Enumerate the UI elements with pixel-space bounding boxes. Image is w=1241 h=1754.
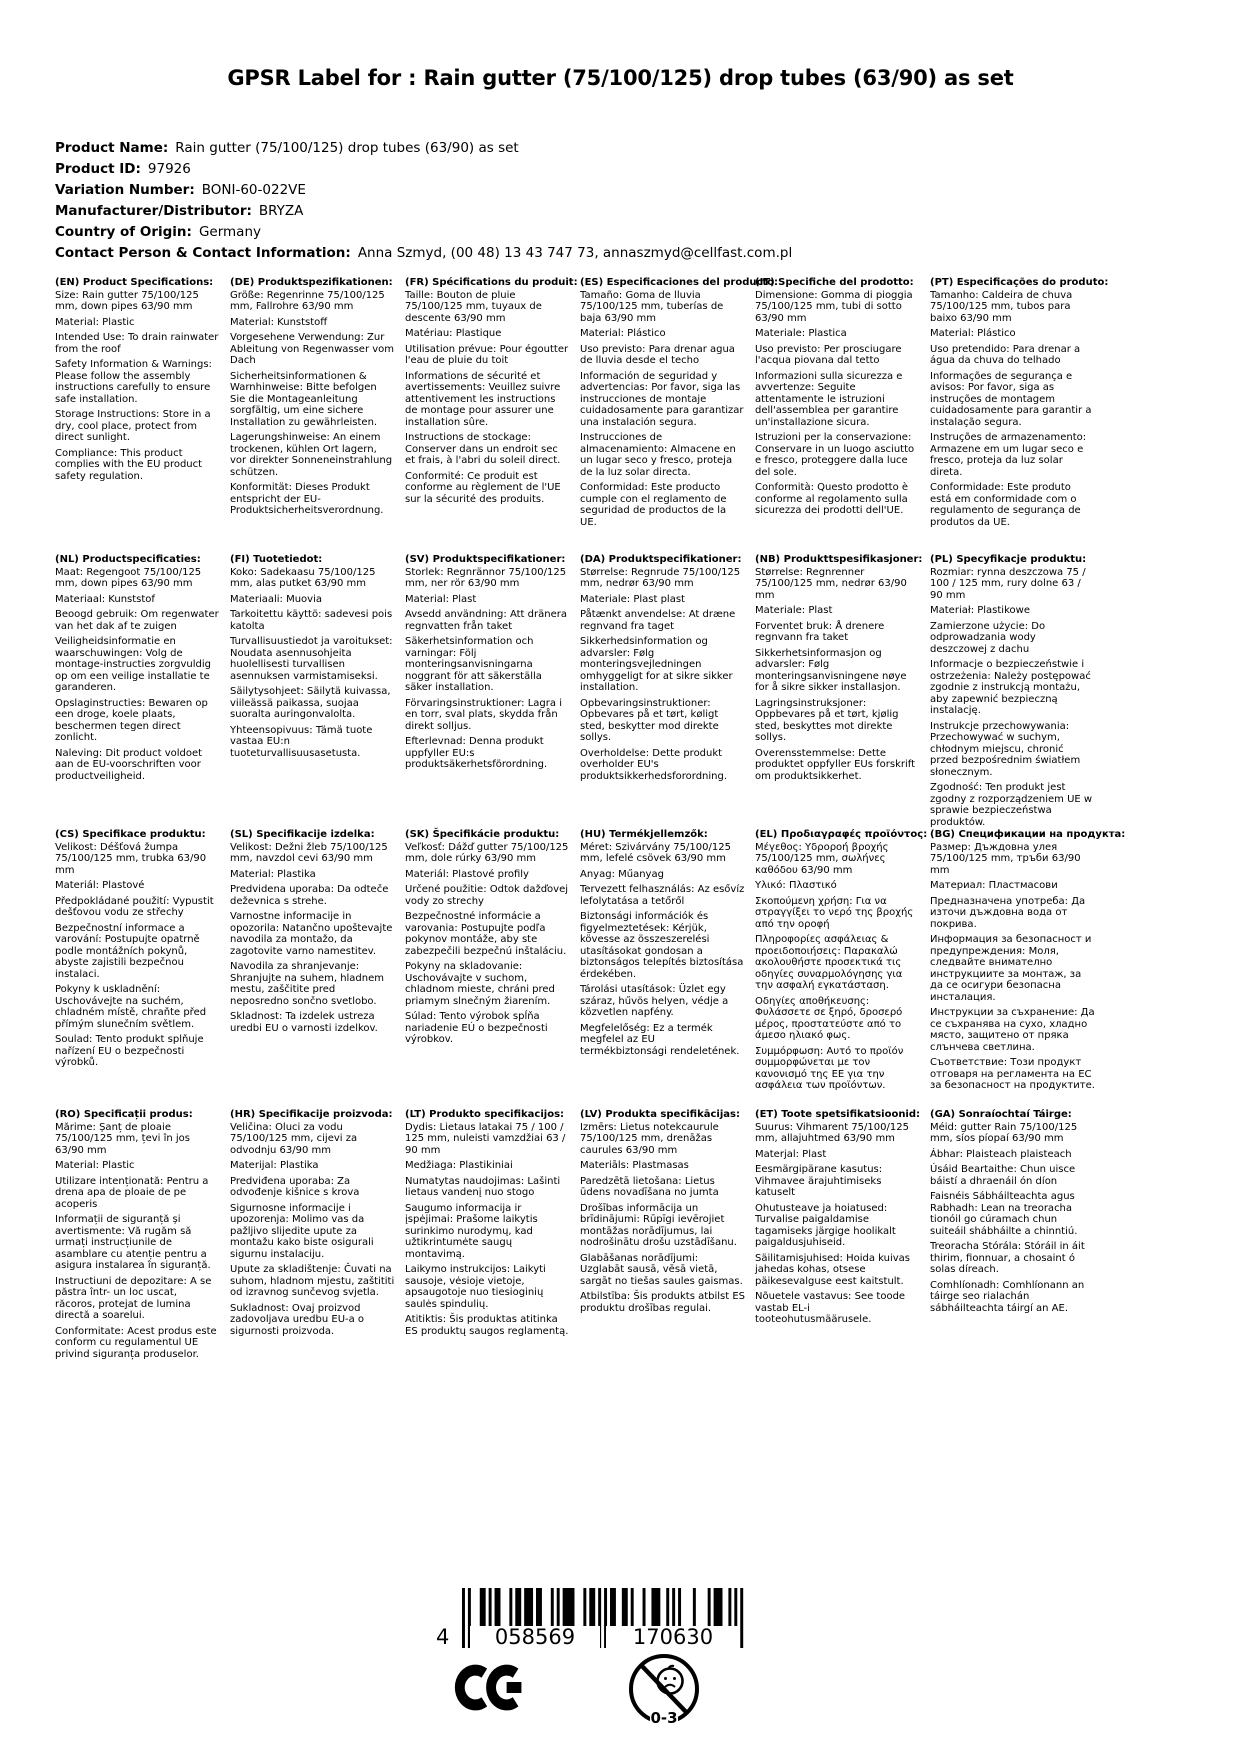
- product-info-row: [55, 180, 792, 201]
- spec-paragraph: Инструкции за съхранение: Да се съхранява на сухо, хладно място, защитено от пряка слънчева светлина.: [930, 1007, 1095, 1053]
- spec-paragraph: Veiligheidsinformatie en waarschuwingen: Volg de montage-instructies zorgvuldig op om een veilige installatie te garanderen.: [55, 636, 211, 693]
- spec-paragraph: Säilitamisjuhised: Hoida kuivas jahedas kohas, otsese päikesevalguse eest kaitstult.: [755, 1252, 911, 1287]
- spec-paragraph: Utilizare intenționată: Pentru a drena apa de ploaie de pe acoperis: [55, 1175, 209, 1210]
- spec-paragraph: Vorgesehene Verwendung: Zur Ableitung von Regenwasser vom Dach: [230, 332, 395, 366]
- product-info-value: Anna Szmyd, (00 48) 13 43 747 73, annaszmyd@cellfast.com.pl: [357, 245, 793, 261]
- language-block-cs: [55, 829, 220, 1109]
- spec-paragraph: Instructiuni de depozitare: A se păstra într- un loc uscat, răcoros, protejat de lumina directă a soarelui.: [55, 1275, 212, 1321]
- spec-paragraph: Συμμόρφωση: Αυτό το προϊόν συμμορφώνεται με τον κανονισμό της ΕΕ για την ασφάλεια των προϊόντων.: [755, 1045, 904, 1091]
- spec-paragraph: Conformitate: Acest produs este conform cu regulamentul UE privind siguranța produselor.: [55, 1325, 217, 1360]
- spec-paragraph: Matériau: Plastique: [405, 328, 502, 339]
- language-block-ga: [930, 1109, 1095, 1364]
- spec-paragraph: Materiał: Plastikowe: [930, 605, 1030, 616]
- spec-paragraph: Информация за безопасност и предупреждения: Моля, следвайте внимателно инструкциите за монтаж, за да се осигури безопасна инсталация.: [930, 934, 1092, 1003]
- spec-paragraph: Konformität: Dieses Produkt entspricht der EU-Produktsicherheitsverordnung.: [230, 482, 384, 516]
- barcode-group1: 058569: [470, 1626, 600, 1648]
- language-spec-body: [230, 567, 395, 760]
- spec-paragraph: Informazioni sulla sicurezza e avvertenze: Seguite attentamente le istruzioni dell'assemblea per garantire un'installazione sicura.: [755, 370, 903, 428]
- spec-paragraph: Navodila za shranjevanje: Shranjujte na suhem, hladnem mestu, zaščitite pred neposredno sončno svetlobo.: [230, 961, 385, 1007]
- spec-paragraph: Laikymo instrukcijos: Laikyti sausoje, vėsioje vietoje, apsaugotoje nuo tiesioginių saulės spindulių.: [405, 1264, 546, 1310]
- spec-paragraph: Forventet bruk: Å drenere regnvann fra taket: [755, 620, 885, 643]
- product-info-section: [55, 138, 792, 264]
- spec-paragraph: Koko: Sadekaasu 75/100/125 mm, alas putket 63/90 mm: [230, 566, 376, 589]
- spec-paragraph: Veličina: Oluci za vodu 75/100/125 mm, cijevi za odvodnju 63/90 mm: [230, 1121, 358, 1156]
- language-block-et: [755, 1109, 920, 1364]
- spec-paragraph: Σκοπούμενη χρήση: Για να στραγγίξει το νερό της βροχής από την οροφή: [755, 895, 914, 930]
- spec-paragraph: Úsáid Beartaithe: Chun uisce báistí a dhraenáil ón díon: [930, 1164, 1076, 1187]
- spec-paragraph: Tervezett felhasználás: Az esővíz lefolytatása a tetőről: [580, 884, 745, 907]
- spec-paragraph: Istruzioni per la conservazione: Conservare in un luogo asciutto e fresco, proteggere dalla luce del sole.: [755, 432, 915, 478]
- product-info-label: Contact Person & Contact Information:: [55, 245, 351, 261]
- spec-paragraph: Säilytysohjeet: Säilytä kuivassa, viileässä paikassa, suojaa suoralta auringonvalolta.: [230, 686, 391, 720]
- spec-paragraph: Tárolási utasítások: Üzlet egy száraz, hűvös helyen, védje a közvetlen napfény.: [580, 984, 729, 1018]
- language-spec-heading: (CS) Specifikace produktu:: [55, 829, 206, 840]
- spec-paragraph: Sicherheitsinformationen & Warnhinweise: Bitte befolgen Sie die Montageanleitung sorgfältig, um eine sichere Installation zu gewährleisten.: [230, 370, 378, 428]
- spec-paragraph: Material: Plastic: [55, 1160, 135, 1171]
- product-info-value: Rain gutter (75/100/125) drop tubes (63/90) as set: [175, 140, 519, 156]
- language-spec-heading: (EN) Product Specifications:: [55, 277, 214, 288]
- spec-paragraph: Turvallisuustiedot ja varoitukset: Noudata asennusohjeita huolellisesti turvallisen asennuksen varmistamiseksi.: [230, 636, 393, 682]
- age-warning-0-3-icon: [628, 1650, 700, 1728]
- spec-paragraph: Megfelelőség: Ez a termék megfelel az EU termékbiztonsági rendeletének.: [580, 1022, 740, 1057]
- product-info-row: [55, 138, 792, 159]
- language-block-en: [55, 277, 220, 554]
- age-warning-label: 0-3: [650, 1709, 678, 1727]
- page-title: GPSR Label for : Rain gutter (75/100/125) drop tubes (63/90) as set: [227, 66, 1014, 91]
- spec-paragraph: Instruções de armazenamento: Armazene em um lugar seco e fresco, proteja da luz solar direta.: [930, 432, 1087, 478]
- spec-paragraph: Materiāls: Plastmasas: [580, 1160, 689, 1171]
- language-spec-body: [230, 290, 395, 517]
- spec-paragraph: Sikkerhedsinformation og advarsler: Følg monteringsvejledningen omhyggeligt for at sikre sikker installation.: [580, 636, 733, 693]
- spec-paragraph: Съответствие: Този продукт отговаря на регламента на ЕС за безопасност на продуктите.: [930, 1057, 1095, 1091]
- spec-paragraph: Förvaringsinstruktioner: Lagra i en torr, sval plats, skydda från direkt solljus.: [405, 697, 562, 732]
- spec-paragraph: Méid: gutter Rain 75/100/125 mm, síos píopaí 63/90 mm: [930, 1121, 1078, 1144]
- language-spec-heading: (FR) Spécifications du produit:: [405, 277, 578, 288]
- language-block-sv: [405, 554, 570, 829]
- spec-paragraph: Bezpečnostné informácie a varovania: Postupujte podľa pokynov montáže, aby ste zabezpečili bezpečnú inštaláciu.: [405, 911, 567, 957]
- spec-paragraph: Säkerhetsinformation och varningar: Följ monteringsanvisningarna noggrant för att säkerställa säker installation.: [405, 636, 542, 693]
- language-spec-body: [580, 290, 745, 529]
- spec-paragraph: Materiale: Plast plast: [580, 593, 685, 605]
- spec-paragraph: Faisnéis Sábháilteachta agus Rabhadh: Lean na treoracha tionóil go cúramach chun suiteáil shábháilte a chinntiú.: [930, 1191, 1078, 1237]
- language-block-nb: [755, 554, 923, 829]
- language-block-es: [580, 277, 779, 554]
- spec-paragraph: Atbilstība: Šis produkts atbilst ES produktu drošības regulai.: [580, 1291, 746, 1314]
- language-block-fi: [230, 554, 395, 829]
- language-spec-body: [230, 1122, 395, 1338]
- spec-paragraph: Predviđena uporaba: Za odvođenje kišnice s krova: [230, 1175, 360, 1198]
- spec-paragraph: Beoogd gebruik: Om regenwater van het dak af te zuigen: [55, 609, 219, 632]
- language-spec-heading: (SV) Produktspecifikationer:: [405, 554, 566, 565]
- spec-paragraph: Mărime: Șanț de ploaie 75/100/125 mm, țevi în jos 63/90 mm: [55, 1121, 191, 1156]
- spec-paragraph: Sigurnosne informacije i upozorenja: Molimo vas da pažljivo slijedite upute za montažu kako biste osigurali sigurnu instalaciju.: [230, 1202, 374, 1260]
- spec-paragraph: Súlad: Tento výrobok spĺňa nariadenie EÚ o bezpečnosti výrobkov.: [405, 1011, 548, 1045]
- language-block-el: [755, 829, 928, 1109]
- language-grid: [55, 277, 1126, 1364]
- spec-paragraph: Efterlevnad: Denna produkt uppfyller EU:s produktsäkerhetsförordning.: [405, 736, 548, 770]
- language-block-nl: [55, 554, 220, 829]
- language-block-pt: [930, 277, 1109, 554]
- language-spec-heading: (BG) Спецификации на продукта:: [930, 829, 1126, 840]
- language-block-de: [230, 277, 395, 554]
- spec-paragraph: Safety Information & Warnings: Please follow the assembly instructions carefully to ensure safe installation.: [55, 359, 212, 405]
- language-spec-body: [755, 1122, 920, 1326]
- language-spec-heading: (GA) Sonraíochtaí Táirge:: [930, 1109, 1072, 1120]
- spec-paragraph: Storlek: Regnrännor 75/100/125 mm, ner rör 63/90 mm: [405, 566, 567, 589]
- spec-paragraph: Informations de sécurité et avertissements: Veuillez suivre attentivement les instructions de montage pour assurer une installation sûre.: [405, 370, 561, 428]
- language-spec-body: [930, 290, 1095, 529]
- spec-paragraph: Υλικό: Πλαστικό: [755, 880, 837, 891]
- spec-paragraph: Tamanho: Caldeira de chuva 75/100/125 mm, tubos para baixo 63/90 mm: [930, 289, 1073, 324]
- spec-paragraph: Dimensione: Gomma di pioggia 75/100/125 mm, tubi di sotto 63/90 mm: [755, 289, 913, 324]
- product-info-row: [55, 222, 792, 243]
- spec-paragraph: Påtænkt anvendelse: At dræne regnvand fra taget: [580, 609, 736, 632]
- spec-paragraph: Soulad: Tento produkt splňuje nařízení EU o bezpečnosti výrobků.: [55, 1034, 204, 1068]
- language-spec-body: [755, 290, 920, 517]
- product-info-label: Variation Number:: [55, 182, 195, 198]
- language-block-bg: [930, 829, 1126, 1109]
- language-spec-heading: (NB) Produkttspesifikasjoner:: [755, 554, 923, 565]
- language-spec-body: [405, 290, 570, 506]
- spec-paragraph: Atitiktis: Šis produktas atitinka ES produktų saugos reglamentą.: [405, 1314, 569, 1337]
- language-block-hu: [580, 829, 745, 1109]
- spec-paragraph: Materiaal: Kunststof: [55, 593, 155, 605]
- spec-paragraph: Conformità: Questo prodotto è conforme al regolamento sulla sicurezza dei prodotti dell'UE.: [755, 482, 909, 516]
- language-spec-body: [405, 567, 570, 771]
- spec-paragraph: Materiál: Plastové profily: [405, 868, 529, 880]
- language-spec-heading: (LT) Produkto specifikacijos:: [405, 1109, 565, 1120]
- spec-paragraph: Treoracha Stórála: Stóráil in áit thirim, fionnuar, a chosaint ó solas díreach.: [930, 1241, 1085, 1275]
- language-block-da: [580, 554, 745, 829]
- language-spec-heading: (IT) Specifiche del prodotto:: [755, 277, 914, 288]
- spec-paragraph: Πληροφορίες ασφάλειας & προειδοποιήσεις: Παρακαλώ ακολουθήστε προσεκτικά τις οδηγίες συναρμολόγησης για την ασφαλή εγκατάσταση.: [755, 934, 903, 991]
- spec-paragraph: Naleving: Dit product voldoet aan de EU-voorschriften voor productveiligheid.: [55, 747, 203, 782]
- barcode-group2: 170630: [606, 1626, 740, 1648]
- spec-paragraph: Anyag: Műanyag: [580, 868, 664, 880]
- spec-paragraph: Οδηγίες αποθήκευσης: Φυλάσσετε σε ξηρό, δροσερό μέρος, προστατεύστε από το άμεσο ηλιακό φως.: [755, 995, 903, 1041]
- spec-paragraph: Материал: Пластмасови: [930, 880, 1058, 891]
- language-spec-heading: (HR) Specifikacije proizvoda:: [230, 1109, 393, 1120]
- language-spec-body: [580, 1122, 745, 1315]
- spec-paragraph: Lagerungshinweise: An einem trockenen, kühlen Ort lagern, vor direkter Sonneneinstrahlung schützen.: [230, 432, 393, 478]
- ean-barcode: [436, 1586, 756, 1652]
- spec-paragraph: Informações de segurança e avisos: Por favor, siga as instruções de montagem cuidadosamente para garantir a instalação segura.: [930, 370, 1092, 428]
- language-spec-body: [930, 1122, 1095, 1315]
- spec-paragraph: Velikost: Dežni žleb 75/100/125 mm, navzdol cevi 63/90 mm: [230, 841, 388, 864]
- spec-paragraph: Tarkoitettu käyttö: sadevesi pois katolta: [230, 609, 393, 632]
- spec-paragraph: Material: Plástico: [580, 328, 666, 339]
- spec-paragraph: Sikkerhetsinformasjon og advarsler: Følg monteringsanvisningene nøye for å sikre sikker installasjon.: [755, 647, 907, 693]
- language-block-hr: [230, 1109, 395, 1364]
- product-info-value: BRYZA: [258, 203, 304, 219]
- spec-paragraph: Materiale: Plastica: [755, 328, 847, 339]
- spec-paragraph: Pokyny k uskladnění: Uschovávejte na suchém, chladném místě, chraňte před přímým slunečním světlem.: [55, 984, 207, 1030]
- product-info-label: Manufacturer/Distributor:: [55, 203, 252, 219]
- product-info-value: 97926: [147, 161, 191, 177]
- spec-paragraph: Maat: Regengoot 75/100/125 mm, down pipes 63/90 mm: [55, 566, 202, 589]
- spec-paragraph: Velikost: Déšťová žumpa 75/100/125 mm, trubka 63/90 mm: [55, 841, 207, 876]
- spec-paragraph: Skladnost: Ta izdelek ustreza uredbi EU o varnosti izdelkov.: [230, 1011, 378, 1034]
- language-block-lv: [580, 1109, 745, 1364]
- spec-paragraph: Suurus: Vihmarent 75/100/125 mm, allajuhtmed 63/90 mm: [755, 1121, 909, 1144]
- spec-paragraph: Conformidade: Este produto está em conformidade com o regulamento de segurança de produtos da UE.: [930, 482, 1081, 528]
- language-block-fr: [405, 277, 578, 554]
- spec-paragraph: Conformidad: Este producto cumple con el reglamento de seguridad de productos de la UE.: [580, 482, 727, 528]
- ce-mark-icon: [454, 1660, 528, 1715]
- spec-paragraph: Informacje o bezpieczeństwie i ostrzeżenia: Należy postępować zgodnie z instrukcją montażu, aby zapewnić bezpieczną instalację.: [930, 659, 1091, 716]
- language-spec-heading: (LV) Produkta specifikācijas:: [580, 1109, 740, 1120]
- spec-paragraph: Storage Instructions: Store in a dry, cool place, protect from direct sunlight.: [55, 409, 211, 443]
- spec-paragraph: Určené použitie: Odtok dažďovej vody zo strechy: [405, 884, 569, 907]
- language-spec-heading: (SL) Specifikacije izdelka:: [230, 829, 375, 840]
- spec-paragraph: Размер: Дъждовна улея 75/100/125 mm, тръби 63/90 mm: [930, 841, 1081, 876]
- spec-paragraph: Veľkosť: Dážď gutter 75/100/125 mm, dole rúrky 63/90 mm: [405, 841, 569, 864]
- spec-paragraph: Izmērs: Lietus notekcaurule 75/100/125 mm, drenāžas caurules 63/90 mm: [580, 1121, 719, 1156]
- spec-paragraph: Uso pretendido: Para drenar a água da chuva do telhado: [930, 343, 1081, 366]
- spec-paragraph: Size: Rain gutter 75/100/125 mm, down pipes 63/90 mm: [55, 289, 199, 312]
- spec-paragraph: Material: Plastic: [55, 316, 135, 328]
- language-spec-body: [580, 567, 745, 783]
- spec-paragraph: Предназначена употреба: Да източи дъждовна вода от покрива.: [930, 895, 1086, 930]
- spec-paragraph: Ábhar: Plaisteach plaisteach: [930, 1148, 1072, 1160]
- product-info-value: BONI-60-022VE: [201, 182, 306, 198]
- spec-paragraph: Overholdelse: Dette produkt overholder EU's produktsikkerhedsforordning.: [580, 747, 728, 782]
- spec-paragraph: Información de seguridad y advertencias: Por favor, siga las instrucciones de montaje cuidadosamente para garantizar una instalación segura.: [580, 370, 744, 428]
- language-spec-body: [930, 567, 1095, 829]
- spec-paragraph: Uso previsto: Per prosciugare l'acqua piovana dal tetto: [755, 343, 902, 366]
- spec-paragraph: Conformité: Ce produit est conforme au règlement de l'UE sur la sécurité des produits.: [405, 470, 561, 505]
- spec-paragraph: Größe: Regenrinne 75/100/125 mm, Fallrohre 63/90 mm: [230, 289, 385, 312]
- spec-paragraph: Predvidena uporaba: Da odteče deževnica s strehe.: [230, 884, 389, 907]
- product-info-label: Country of Origin:: [55, 224, 192, 240]
- language-block-ro: [55, 1109, 220, 1364]
- spec-paragraph: Sukladnost: Ovaj proizvod zadovoljava uredbu EU-a o sigurnosti proizvoda.: [230, 1302, 365, 1337]
- spec-paragraph: Μέγεθος: Υδρoρoή βροχής 75/100/125 mm, σωλήνες καθόδου 63/90 mm: [755, 841, 889, 876]
- language-spec-body: [55, 1122, 220, 1361]
- spec-paragraph: Biztonsági információk és figyelmeztetések: Kérjük, kövesse az összeszerelési utasításokat gondosan a biztonságos telepítés biztosítása érdekében.: [580, 911, 744, 980]
- language-spec-heading: (FI) Tuotetiedot:: [230, 554, 323, 565]
- language-spec-heading: (ET) Toote spetsifikatsioonid:: [755, 1109, 921, 1120]
- spec-paragraph: Paredzētā lietošana: Lietus ūdens novadīšana no jumta: [580, 1175, 719, 1198]
- language-spec-body: [230, 842, 395, 1035]
- spec-paragraph: Størrelse: Regnrude 75/100/125 mm, nedrør 63/90 mm: [580, 566, 741, 589]
- spec-paragraph: Materiaali: Muovia: [230, 593, 322, 605]
- language-block-pl: [930, 554, 1095, 829]
- language-spec-body: [755, 842, 920, 1092]
- spec-paragraph: Materiale: Plast: [755, 605, 833, 616]
- spec-paragraph: Saugumo informacija ir įspėjimai: Prašome laikytis surinkimo nurodymų, kad užtikrintumėte saugų montavimą.: [405, 1202, 538, 1260]
- spec-paragraph: Předpokládané použití: Vypustit dešťovou vodu ze střechy: [55, 895, 214, 918]
- spec-paragraph: Instructions de stockage: Conserver dans un endroit sec et frais, à l'abri du soleil direct.: [405, 432, 561, 466]
- language-spec-heading: (NL) Productspecificaties:: [55, 554, 201, 565]
- language-block-lt: [405, 1109, 570, 1364]
- spec-paragraph: Drošības informācija un brīdinājumi: Rūpīgi ievērojiet montāžas norādījumus, lai nodrošinātu drošu uzstādīšanu.: [580, 1202, 737, 1248]
- spec-paragraph: Tamaño: Goma de lluvia 75/100/125 mm, tuberías de baja 63/90 mm: [580, 289, 724, 324]
- spec-paragraph: Material: Plástico: [930, 328, 1016, 339]
- spec-paragraph: Material: Plastika: [230, 868, 316, 880]
- language-spec-heading: (RO) Specificații produs:: [55, 1109, 193, 1120]
- product-info-row: [55, 243, 792, 264]
- spec-paragraph: Instrucciones de almacenamiento: Almacene en un lugar seco y fresco, proteja de la luz solar directa.: [580, 432, 736, 478]
- language-spec-heading: (PT) Especificações do produto:: [930, 277, 1109, 288]
- spec-paragraph: Intended Use: To drain rainwater from the roof: [55, 332, 219, 355]
- spec-paragraph: Material: Plast: [405, 593, 477, 605]
- language-spec-heading: (DA) Produktspecifikationer:: [580, 554, 742, 565]
- language-spec-body: [405, 842, 570, 1046]
- spec-paragraph: Pokyny na skladovanie: Uschovávajte v suchom, chladnom mieste, chráni pred priamym slnečným žiarením.: [405, 961, 555, 1007]
- spec-paragraph: Instrukcje przechowywania: Przechowywać w suchym, chłodnym miejscu, chronić przed bezpośrednim światłem słonecznym.: [930, 720, 1081, 778]
- spec-paragraph: Medžiaga: Plastikiniai: [405, 1160, 513, 1171]
- product-info-label: Product Name:: [55, 140, 169, 156]
- spec-paragraph: Dydis: Lietaus latakai 75 / 100 / 125 mm, nuleisti vamzdžiai 63 / 90 mm: [405, 1121, 566, 1156]
- spec-paragraph: Materijal: Plastika: [230, 1160, 319, 1171]
- spec-paragraph: Uso previsto: Para drenar agua de lluvia desde el techo: [580, 343, 735, 366]
- language-spec-body: [405, 1122, 570, 1338]
- language-spec-body: [55, 567, 220, 783]
- product-info-row: [55, 159, 792, 180]
- spec-paragraph: Yhteensopivuus: Tämä tuote vastaa EU:n tuoteturvallisuusasetusta.: [230, 724, 373, 759]
- language-spec-body: [55, 290, 220, 483]
- product-info-value: Germany: [198, 224, 261, 240]
- barcode-first-digit: 4: [436, 1626, 456, 1648]
- spec-paragraph: Opslaginstructies: Bewaren op een droge, koele plaats, beschermen tegen direct zonlicht.: [55, 697, 208, 743]
- spec-paragraph: Nõuetele vastavus: See toode vastab EL-i tooteohutusmäärusele.: [755, 1291, 906, 1325]
- product-info-row: [55, 201, 792, 222]
- language-spec-heading: (SK) Špecifikácie produktu:: [405, 829, 560, 840]
- spec-paragraph: Ohutusteave ja hoiatused: Turvalise paigaldamise tagamiseks järgige hoolikalt paigaldusjuhiseid.: [755, 1202, 896, 1248]
- spec-paragraph: Compliance: This product complies with the EU product safety regulation.: [55, 447, 203, 482]
- spec-paragraph: Upute za skladištenje: Čuvati na suhom, hladnom mjestu, zaštititi od izravnog sunčevog svjetla.: [230, 1264, 395, 1298]
- spec-paragraph: Comhlíonadh: Comhlíonann an táirge seo rialachán sábháilteachta táirgí an AE.: [930, 1279, 1085, 1314]
- spec-paragraph: Overensstemmelse: Dette produktet oppfyller EUs forskrift om produktsikkerhet.: [755, 747, 916, 782]
- spec-paragraph: Zgodność: Ten produkt jest zgodny z rozporządzeniem UE w sprawie bezpieczeństwa produktów.: [930, 782, 1093, 828]
- spec-paragraph: Lagringsinstruksjoner: Oppbevares på et tørt, kjølig sted, beskyttes mot direkte sollys.: [755, 697, 899, 743]
- spec-paragraph: Taille: Bouton de pluie 75/100/125 mm, tuyaux de descente 63/90 mm: [405, 289, 542, 324]
- language-spec-heading: (ES) Especificaciones del producto:: [580, 277, 779, 288]
- spec-paragraph: Varnostne informacije in opozorila: Natančno upoštevajte navodila za montažo, da zagotovite varno namestitev.: [230, 911, 393, 957]
- spec-paragraph: Material: Kunststoff: [230, 316, 328, 328]
- spec-paragraph: Numatytas naudojimas: Lašinti lietaus vandenį nuo stogo: [405, 1175, 561, 1198]
- spec-paragraph: Glabāšanas norādījumi: Uzglabāt sausā, vēsā vietā, sargāt no tiešas saules gaismas.: [580, 1252, 743, 1287]
- spec-paragraph: Avsedd användning: Att dränera regnvatten från taket: [405, 609, 567, 632]
- spec-paragraph: Utilisation prévue: Pour égoutter l'eau de pluie du toit: [405, 343, 569, 366]
- product-info-label: Product ID:: [55, 161, 141, 177]
- spec-paragraph: Eesmärgipärane kasutus: Vihmavee ärajuhtimiseks katuselt: [755, 1164, 883, 1198]
- spec-paragraph: Opbevaringsinstruktioner: Opbevares på et tørt, køligt sted, beskytter mod direkte sollys.: [580, 697, 719, 743]
- spec-paragraph: Materjal: Plast: [755, 1148, 827, 1160]
- language-spec-heading: (DE) Produktspezifikationen:: [230, 277, 393, 288]
- spec-paragraph: Méret: Szivárvány 75/100/125 mm, lefelé csövek 63/90 mm: [580, 841, 731, 864]
- spec-paragraph: Zamierzone użycie: Do odprowadzania wody deszczowej z dachu: [930, 620, 1046, 655]
- spec-paragraph: Informații de siguranță și avertismente: Vă rugăm să urmați instrucțiunile de asamblare cu atenție pentru a asigura instalarea în siguranță.: [55, 1214, 211, 1271]
- language-spec-heading: (HU) Termékjellemzők:: [580, 829, 708, 840]
- language-spec-body: [755, 567, 920, 783]
- language-spec-heading: (PL) Specyfikacje produktu:: [930, 554, 1087, 565]
- language-spec-heading: (EL) Προδιαγραφές προϊόντος:: [755, 829, 928, 840]
- language-spec-body: [580, 842, 745, 1058]
- spec-paragraph: Rozmiar: rynna deszczowa 75 / 100 / 125 mm, rury dolne 63 / 90 mm: [930, 566, 1086, 601]
- spec-paragraph: Materiál: Plastové: [55, 880, 145, 891]
- spec-paragraph: Størrelse: Regnrenner 75/100/125 mm, nedrør 63/90 mm: [755, 566, 907, 601]
- language-block-sl: [230, 829, 395, 1109]
- language-spec-body: [55, 842, 220, 1069]
- language-spec-body: [930, 842, 1095, 1092]
- spec-paragraph: Bezpečnostní informace a varování: Postupujte opatrně podle montážních pokynů, abyste zajistili bezpečnou instalaci.: [55, 922, 200, 980]
- language-block-sk: [405, 829, 570, 1109]
- language-block-it: [755, 277, 920, 554]
